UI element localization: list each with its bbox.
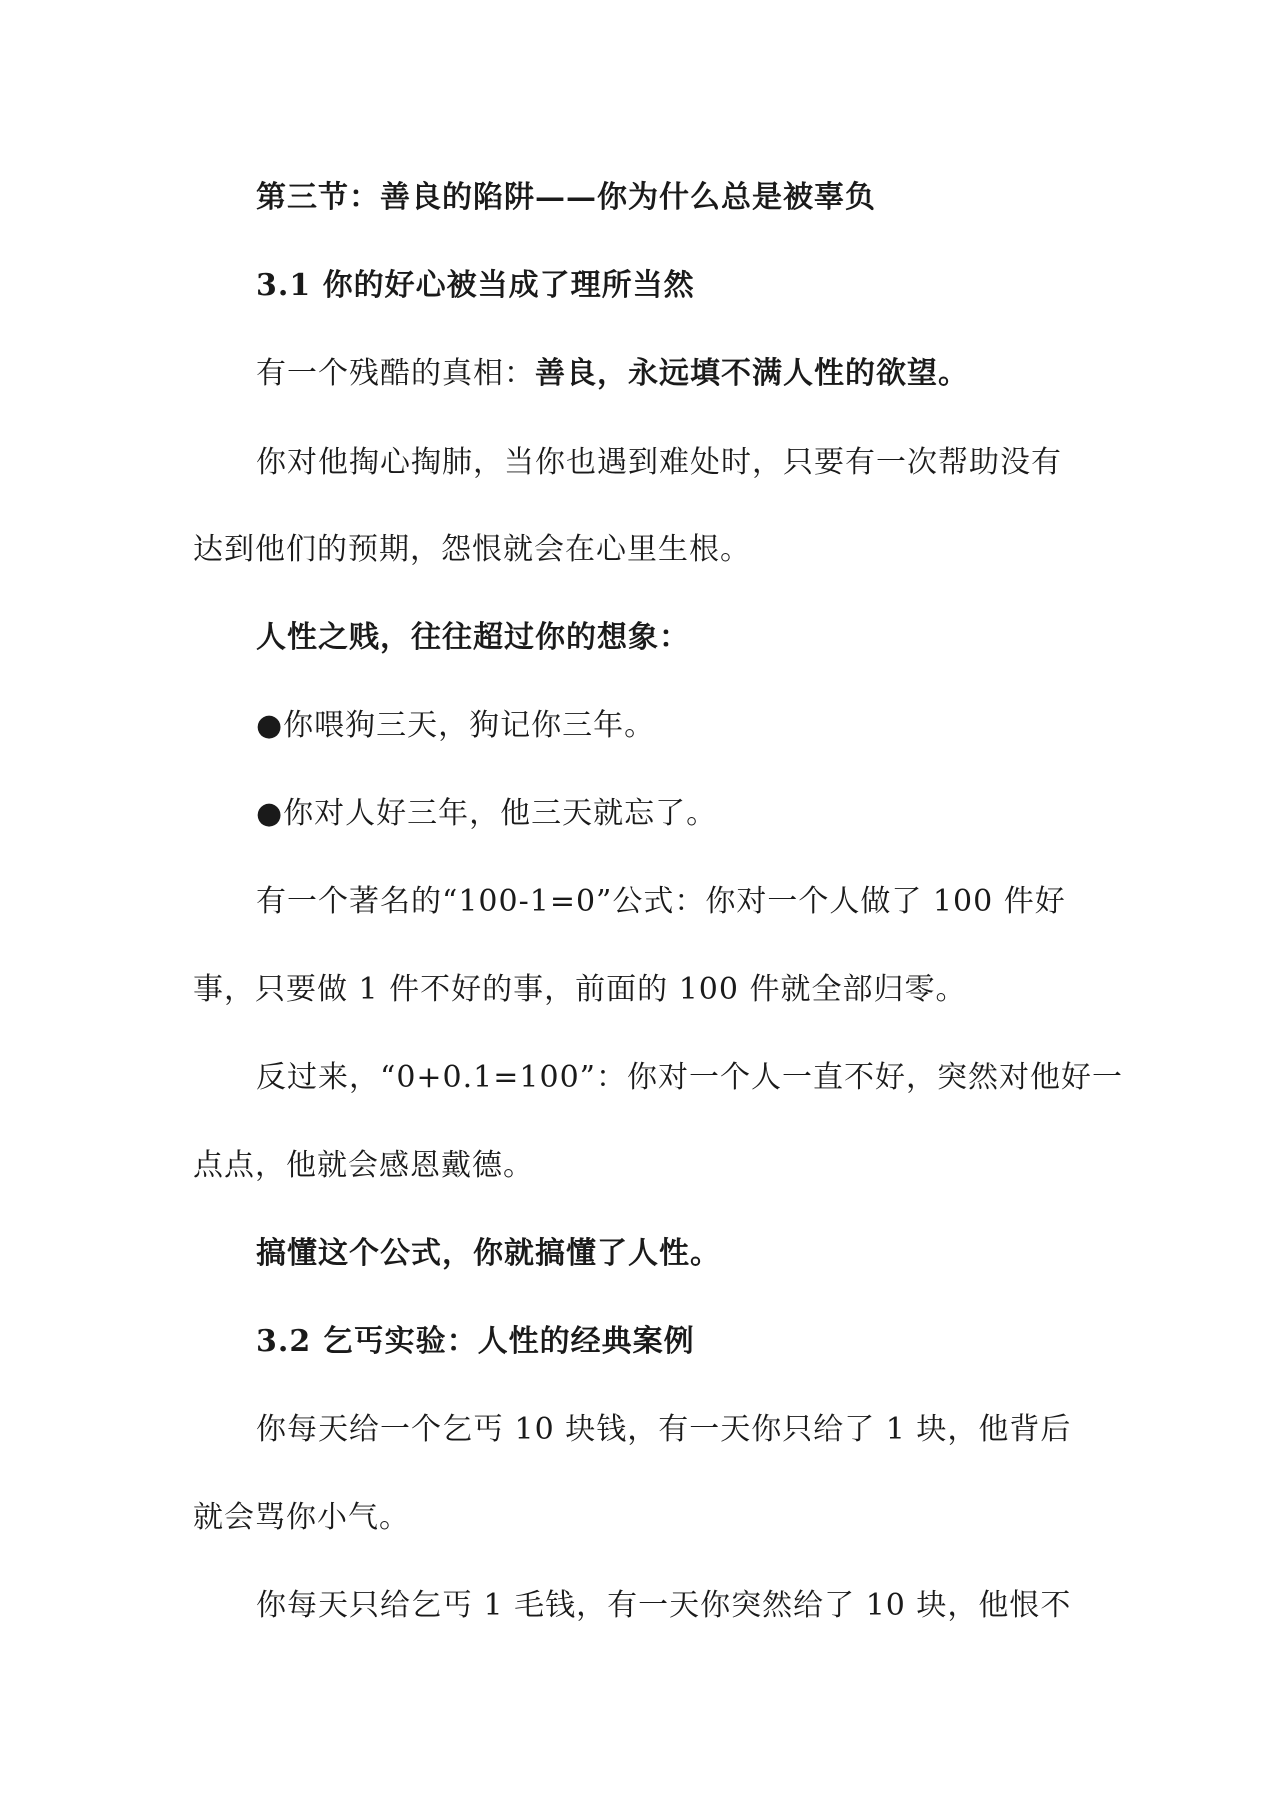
paragraph-truth-bold: 善良，永远填不满人性的欲望。 [535,356,969,391]
section-title: 第三节：善良的陷阱——你为什么总是被辜负 [256,180,876,215]
paragraph-bold-statement: 搞懂这个公式，你就搞懂了人性。 [256,1236,721,1271]
paragraph-line: 就会骂你小气。 [193,1500,410,1535]
paragraph-truth [256,354,1156,394]
paragraph-truth-normal: 有一个残酷的真相： [256,356,535,391]
paragraph-line: 达到他们的预期，怨恨就会在心里生根。 [193,532,751,567]
paragraph-line: 你每天给一个乞丐 10 块钱，有一天你只给了 1 块，他背后 [256,1412,1072,1447]
bullet-item: ●你喂狗三天，狗记你三年。 [256,708,656,743]
subsection-title-3-1: 3.1 你的好心被当成了理所当然 [256,268,695,303]
paragraph-line: 有一个著名的“100-1=0”公式：你对一个人做了 100 件好 [256,884,1066,919]
paragraph-line: 事，只要做 1 件不好的事，前面的 100 件就全部归零。 [193,972,967,1007]
bullet-item: ●你对人好三年，他三天就忘了。 [256,796,718,831]
paragraph-line: 你对他掏心掏肺，当你也遇到难处时，只要有一次帮助没有 [256,445,1062,480]
paragraph-bold-statement: 人性之贱，往往超过你的想象： [256,620,690,655]
paragraph-line: 你每天只给乞丐 1 毛钱，有一天你突然给了 10 块，他恨不 [256,1588,1072,1623]
paragraph-line: 反过来，“0+0.1=100”：你对一个人一直不好，突然对他好一 [256,1060,1124,1095]
subsection-title-3-2: 3.2 乞丐实验：人性的经典案例 [256,1324,695,1359]
paragraph-line: 点点，他就会感恩戴德。 [193,1148,534,1183]
